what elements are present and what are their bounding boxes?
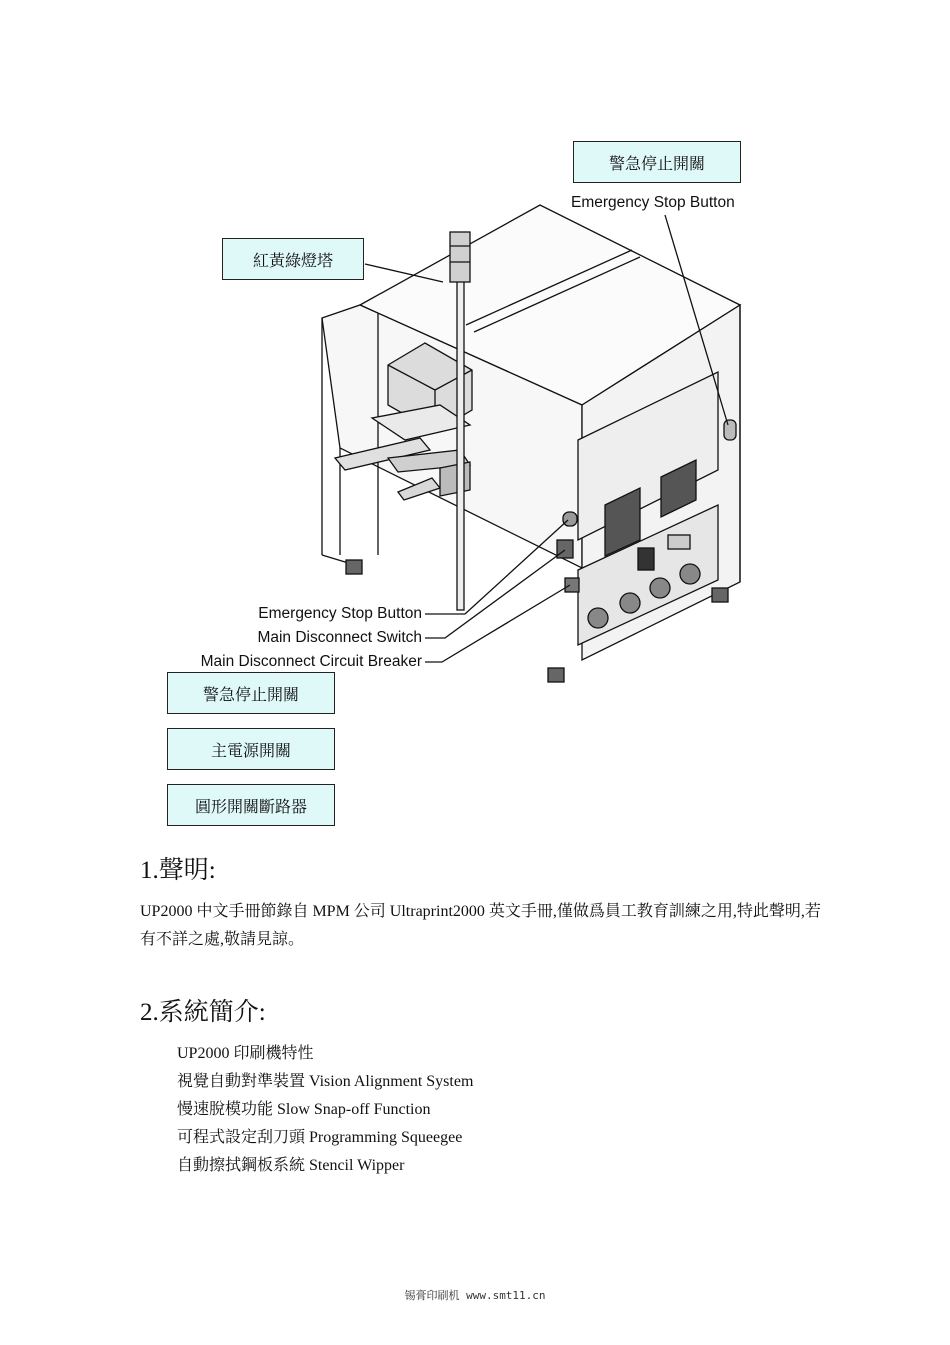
tower-light-pole: [457, 280, 464, 610]
main-switch-label-en: Main Disconnect Switch: [257, 629, 422, 646]
feature-item: 視覺自動對準裝置 Vision Alignment System: [177, 1073, 474, 1090]
main-switch-label-zh: 主電源開關: [167, 728, 335, 770]
machine-foot: [712, 588, 728, 602]
section-2-heading: 2.系統簡介:: [140, 999, 266, 1026]
machine-foot: [346, 560, 362, 574]
emergency-stop-knob-top: [724, 420, 736, 440]
machine-foot: [548, 668, 564, 682]
emergency-stop-knob-front: [563, 512, 577, 526]
emergency-stop-label-zh: 警急停止開關: [167, 672, 335, 714]
circuit-breaker-label-zh: 圓形開關斷路器: [167, 784, 335, 826]
emergency-stop-label-zh-top: 警急停止開關: [573, 141, 741, 183]
feature-item: UP2000 印刷機特性: [177, 1045, 314, 1062]
feature-item: 可程式設定刮刀頭 Programming Squeegee: [177, 1129, 463, 1146]
emergency-stop-label-en: Emergency Stop Button: [258, 605, 422, 622]
section-1-body: UP2000 中文手冊節錄自 MPM 公司 Ultraprint2000 英文手冊,僅做爲員工教育訓練之用,特此聲明,若有不詳之處,敬請見諒。: [140, 903, 821, 948]
circuit-breaker-label-en: Main Disconnect Circuit Breaker: [200, 653, 422, 670]
emergency-stop-label-en-top: Emergency Stop Button: [571, 194, 735, 211]
section-1-heading: 1.聲明:: [140, 857, 216, 884]
tower-light-label-zh: 紅黃綠燈塔: [222, 238, 364, 280]
tower-light-lamp: [450, 232, 470, 282]
feature-item: 自動擦拭鋼板系統 Stencil Wipper: [177, 1157, 405, 1174]
page-footer: 锡膏印刷机 www.smt11.cn: [404, 1289, 546, 1302]
feature-item: 慢速脫模功能 Slow Snap-off Function: [177, 1101, 431, 1118]
